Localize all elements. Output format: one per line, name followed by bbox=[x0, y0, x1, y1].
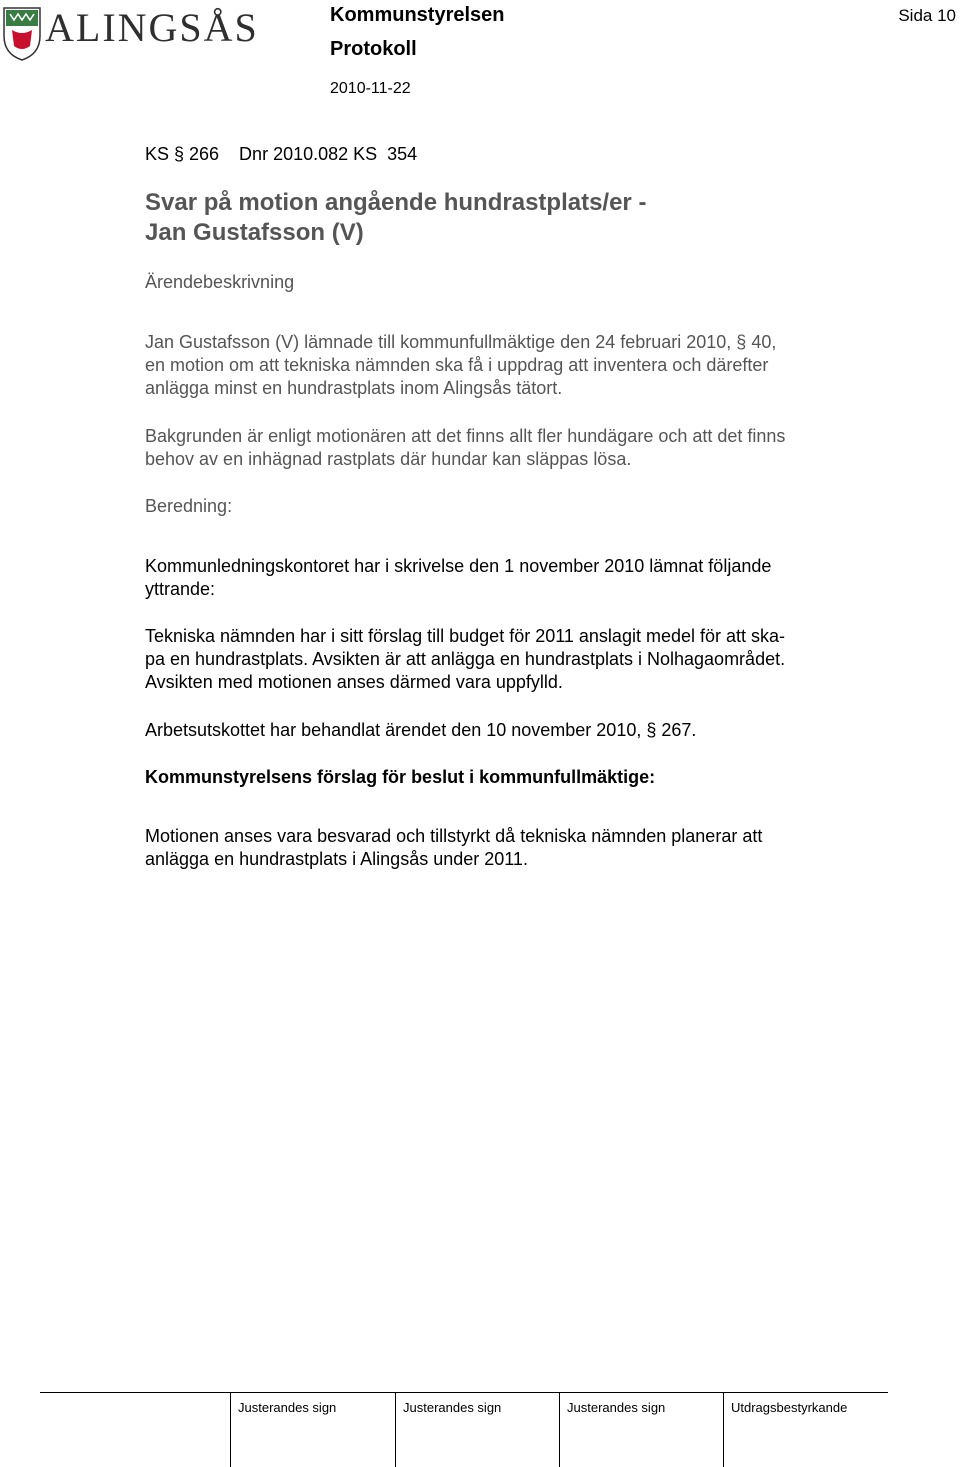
text-line: Bakgrunden är enligt motionären att det finns allt fler hundägare och att det finns bbox=[145, 426, 786, 446]
text-line: Jan Gustafsson (V) lämnade till kommunfullmäktige den 24 februari 2010, § 40, bbox=[145, 332, 777, 352]
paragraph-arbetsutskottet: Arbetsutskottet har behandlat ärendet den 10 november 2010, § 267. bbox=[145, 720, 697, 740]
text-line: Kommunledningskontoret har i skrivelse den 1 november 2010 lämnat följande bbox=[145, 556, 772, 576]
text-line: en motion om att tekniska nämnden ska få i uppdrag att inventera och därefter bbox=[145, 355, 769, 375]
paragraph-background bbox=[145, 425, 885, 471]
footer-column-divider bbox=[559, 1392, 560, 1467]
section-heading-forslag: Kommunstyrelsens förslag för beslut i kommunfullmäktige: bbox=[145, 767, 656, 787]
paragraph-statement bbox=[145, 625, 885, 694]
footer-divider bbox=[40, 1392, 888, 1393]
signature-field-label: Justerandes sign bbox=[567, 1400, 666, 1415]
text-line: Avsikten med motionen anses därmed vara uppfylld. bbox=[145, 672, 563, 692]
signature-field-label: Justerandes sign bbox=[403, 1400, 502, 1415]
text-line: anlägga en hundrastplats i Alingsås under 2011. bbox=[145, 849, 528, 869]
section-heading-arendebeskrivning: Ärendebeskrivning bbox=[145, 272, 295, 292]
document-type: Protokoll bbox=[330, 38, 417, 60]
footer-column-divider bbox=[723, 1392, 724, 1467]
footer-column-divider bbox=[230, 1392, 231, 1467]
case-reference: KS § 266 Dnr 2010.082 KS 354 bbox=[145, 144, 418, 164]
paragraph-beredning bbox=[145, 555, 885, 601]
logo-wordmark: ALINGSÅS bbox=[45, 5, 259, 50]
text-line: yttrande: bbox=[145, 579, 216, 599]
coat-of-arms-icon bbox=[2, 6, 42, 62]
text-line: behov av en inhägnad rastplats där hundar kan släppas lösa. bbox=[145, 449, 632, 469]
footer-column-divider bbox=[395, 1392, 396, 1467]
organization-name: Kommunstyrelsen bbox=[330, 4, 505, 26]
certification-field-label: Utdragsbestyrkande bbox=[731, 1400, 848, 1415]
text-line: pa en hundrastplats. Avsikten är att anlägga en hundrastplats i Nolhagaområdet. bbox=[145, 649, 786, 669]
paragraph-proposal bbox=[145, 825, 885, 871]
page-number: Sida 10 bbox=[898, 6, 956, 25]
title-line: Svar på motion angående hundrastplats/er - bbox=[145, 189, 647, 216]
section-heading-beredning: Beredning: bbox=[145, 496, 233, 516]
alingsas-logo bbox=[0, 4, 260, 64]
signature-field-label: Justerandes sign bbox=[238, 1400, 337, 1415]
paragraph-motion bbox=[145, 331, 885, 400]
page-title bbox=[145, 188, 646, 248]
text-line: anlägga minst en hundrastplats inom Alingsås tätort. bbox=[145, 378, 563, 398]
text-line: Motionen anses vara besvarad och tillstyrkt då tekniska nämnden planerar att bbox=[145, 826, 763, 846]
text-line: Tekniska nämnden har i sitt förslag till budget för 2011 anslagit medel för att ska- bbox=[145, 626, 786, 646]
title-line: Jan Gustafsson (V) bbox=[145, 219, 364, 246]
meeting-date: 2010-11-22 bbox=[330, 80, 411, 97]
